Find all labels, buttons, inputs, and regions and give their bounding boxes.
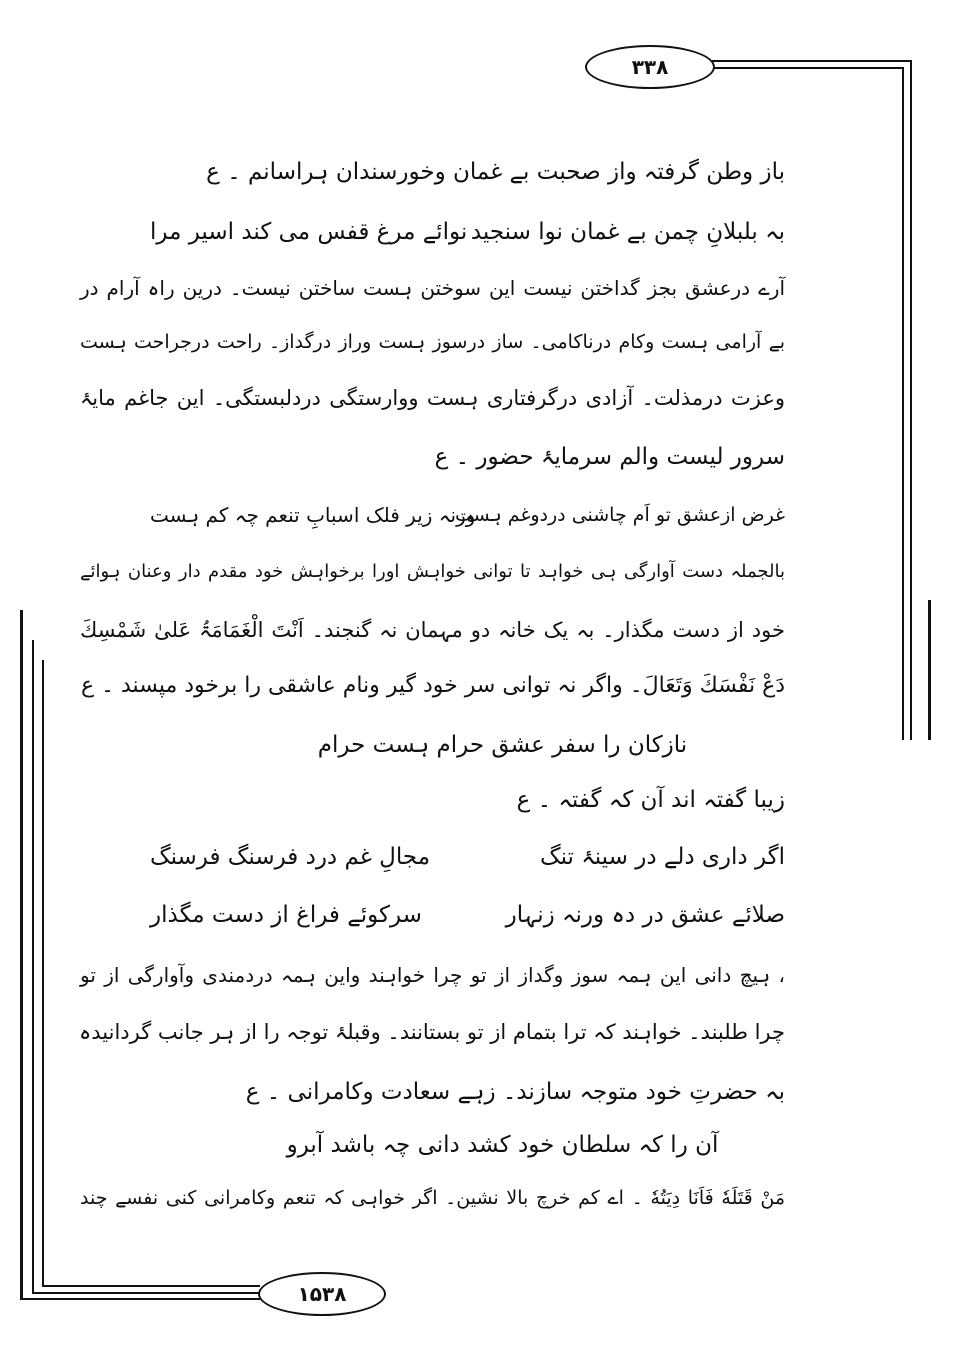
text-line: مَنْ قَتَلَهٗ فَاَنَا دِيَتُهٗ ۔ اے کم خرچ بالا نشین۔ اگر خواہی کہ تنعم وکامرانی کنی نفسے چند [80, 1187, 785, 1209]
frame-top-inner [712, 67, 904, 69]
verse-line: آن را کہ سلطان خود کشد دانی چہ باشد آبرو [286, 1132, 719, 1158]
frame-top-outer [712, 60, 912, 62]
text-line: بے آرامی ہست وکام درناکامی۔ ساز درسوز ہست وراز درگداز۔ راحت درجراحت ہست [80, 331, 785, 353]
text-line: بالجملہ دست آوارگی ہی خواہد تا توانی خواہش اورا برخواہش خود مقدم دار وعنان ہوائے [80, 561, 785, 582]
text-line: بہ حضرتِ خود متوجہ سازند۔ زہے سعادت وکامرانی ۔ ع [245, 1079, 785, 1105]
top-page-number: ۳۳۸ [585, 45, 715, 89]
couplet-first-half: صلائے عشق در دہ ورنہ زنہار [505, 902, 785, 928]
text-line: باز وطن گرفتہ واز صحبت بے غمان وخورسندان ہراسانم ۔ ع [206, 159, 785, 185]
verse-line: نازکان را سفر عشق حرام ہست حرام [317, 732, 688, 758]
bottom-page-number: ۱۵۳۸ [258, 1272, 386, 1316]
text-line: زیبا گفتہ اند آن کہ گفتہ ۔ ع [516, 787, 785, 813]
couplet-first-half: اگر داری دلے در سینۂ تنگ [540, 844, 785, 870]
frame-bottom-inner [42, 1285, 260, 1287]
couplet-first-half: بہ بلبلانِ چمن بے غمان نوا سنجید [470, 219, 785, 245]
frame-bottom-middle [32, 1292, 260, 1294]
frame-bottom-outer [20, 1298, 260, 1300]
couplet-second-half: ورنہ زیر فلک اسبابِ تنعم چہ کم ہست [150, 503, 476, 527]
frame-left-outer [20, 610, 23, 1300]
couplet-second-half: سرکوئے فراغ از دست مگذار [150, 902, 422, 928]
text-line: وعزت درمذلت۔ آزادی درگرفتاری ہست ووارستگی دردلبستگی۔ این جاغم مایۂ [80, 386, 785, 410]
frame-right-inner [902, 67, 904, 740]
frame-left-inner [42, 660, 44, 1285]
frame-left-middle [32, 640, 34, 1294]
text-line: دَعْ نَفْسَكَ وَتَعَالَ۔ واگر نہ توانی سر خود گیر ونام عاشقی را برخود مپسند ۔ ع [81, 673, 785, 698]
couplet-second-half: مجالِ غم درد فرسنگ فرسنگ [150, 844, 431, 870]
couplet-first-half: غرض ازعشق تو اَم چاشنی دردوغم ہست [455, 504, 785, 526]
text-line: چرا طلبند۔ خواہند کہ ترا بتمام از تو بستانند۔ وقبلۂ توجہ را از ہر جانب گردانیدہ [78, 1020, 785, 1044]
text-line: خود از دست مگذار۔ بہ یک خانہ دو مہمان نہ گنجند۔ اَنْتَ الْغَمَامَۃُ عَلیٰ شَمْسِكَ [80, 618, 785, 642]
couplet-second-half: نوائے مرغ قفس می کند اسیر مرا [150, 219, 468, 245]
text-line: ، ہیچ دانی این ہمہ سوز وگداز از تو چرا خواہند واین ہمہ دردمندی وآوارگی از تو [80, 963, 785, 987]
text-line: سرور لیست والم سرمایۂ حضور ۔ ع [434, 444, 785, 470]
text-line: آرے درعشق بجز گداختن نیست این سوختن ہست ساختن نیست۔ درین راہ آرام در [80, 276, 785, 300]
frame-right-outer [910, 60, 912, 740]
frame-right-lower [928, 600, 931, 740]
